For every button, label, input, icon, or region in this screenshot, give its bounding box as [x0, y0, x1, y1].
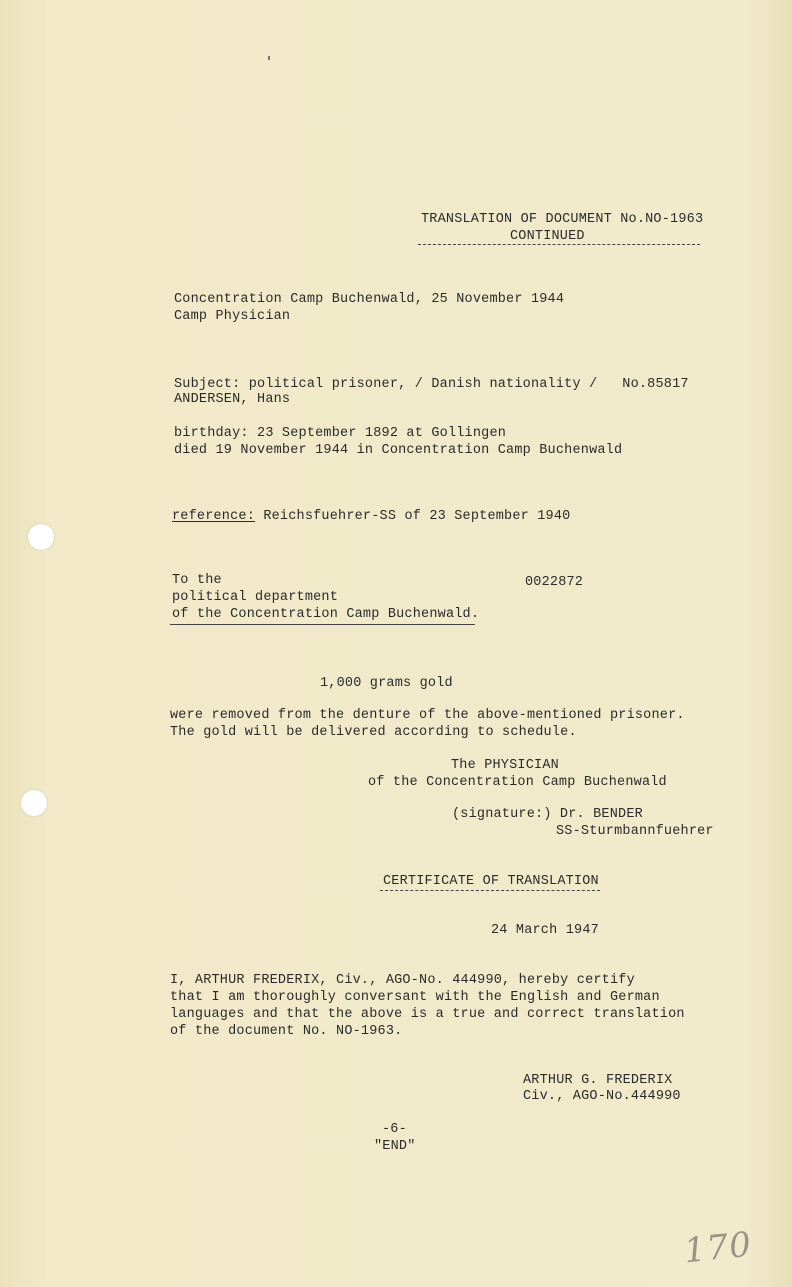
death-line: died 19 November 1944 in Concentration Camp Buchenwald: [174, 443, 623, 458]
origin-line-1: Concentration Camp Buchenwald, 25 November 1944: [174, 292, 565, 307]
paper-speck: [268, 56, 270, 60]
certificate-line-1: I, ARTHUR FREDERIX, Civ., AGO-No. 444990, hereby certify: [170, 973, 635, 988]
signature-title: The PHYSICIAN: [451, 758, 559, 773]
punch-hole-bottom: [21, 790, 47, 816]
translator-name: ARTHUR G. FREDERIX: [523, 1073, 673, 1088]
subject-line-2: ANDERSEN, Hans: [174, 392, 291, 407]
punch-hole-top: [28, 524, 54, 550]
gold-amount: 1,000 grams gold: [320, 676, 453, 691]
end-marker: "END": [374, 1139, 416, 1154]
certificate-date: 24 March 1947: [491, 923, 599, 938]
body-line-1: were removed from the denture of the above-mentioned prisoner.: [170, 708, 685, 723]
signature-org: of the Concentration Camp Buchenwald: [368, 775, 667, 790]
certificate-underline: [380, 890, 600, 891]
certificate-title: CERTIFICATE OF TRANSLATION: [383, 874, 599, 889]
recipient-underline: [170, 624, 475, 625]
certificate-line-4: of the document No. NO-1963.: [170, 1024, 403, 1039]
certificate-line-3: languages and that the above is a true and correct translation: [170, 1007, 685, 1022]
handwritten-page-number: 170: [682, 1224, 754, 1272]
birth-line: birthday: 23 September 1892 at Gollingen: [174, 426, 507, 441]
subject-line-1: Subject: political prisoner, / Danish nationality / No.85817: [174, 377, 689, 392]
page-number: -6-: [382, 1122, 407, 1137]
header-underline: [418, 244, 700, 245]
signature-name: (signature:) Dr. BENDER: [452, 807, 643, 822]
reference-line: [172, 508, 570, 525]
header-continued: CONTINUED: [510, 229, 585, 244]
reference-text: Reichsfuehrer-SS of 23 September 1940: [255, 509, 571, 524]
header-title: TRANSLATION OF DOCUMENT No.NO-1963: [421, 212, 704, 227]
document-number: 0022872: [525, 575, 584, 590]
body-line-2: The gold will be delivered according to schedule.: [170, 725, 577, 740]
recipient-line-2: political department: [172, 590, 339, 605]
recipient-line-3: of the Concentration Camp Buchenwald.: [172, 607, 480, 622]
certificate-line-2: that I am thoroughly conversant with the English and German: [170, 990, 660, 1005]
origin-line-2: Camp Physician: [174, 309, 291, 324]
signature-rank: SS-Sturmbannfuehrer: [556, 824, 714, 839]
translator-id: Civ., AGO-No.444990: [523, 1089, 681, 1104]
reference-label: reference:: [172, 509, 256, 524]
recipient-line-1: To the: [172, 573, 222, 588]
